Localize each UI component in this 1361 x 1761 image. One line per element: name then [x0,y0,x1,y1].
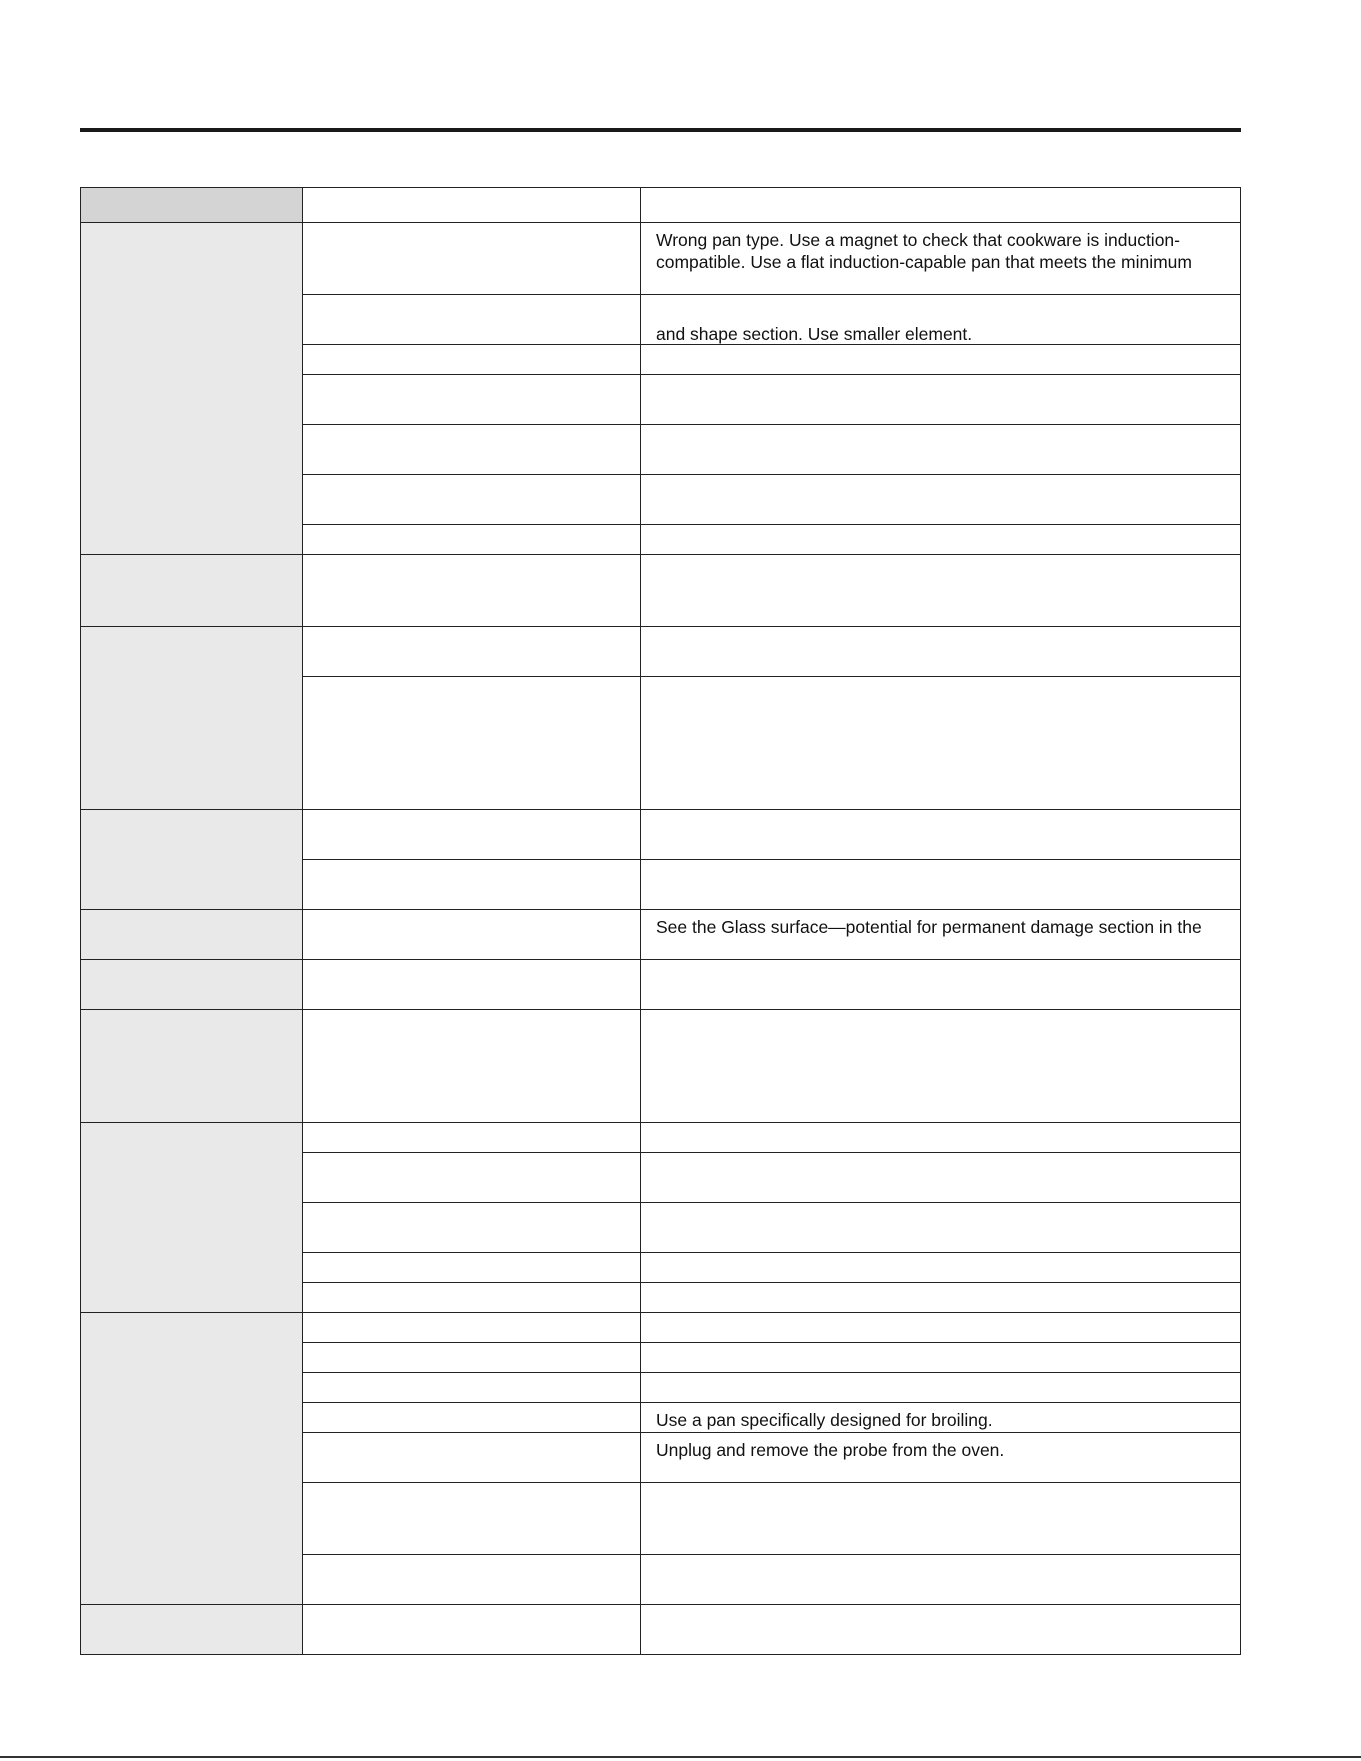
cause-cell [302,1282,641,1313]
cause-cell [302,1252,641,1283]
cause-cell [302,1604,641,1655]
cause-cell [302,374,641,425]
cause-cell [302,1152,641,1203]
solution-cell [640,524,1241,555]
cause-cell [302,222,641,295]
solution-cell [640,1604,1241,1655]
problem-cell [80,909,303,960]
solution-cell [640,1312,1241,1343]
solution-cell [640,626,1241,677]
header-problem-cell [80,187,303,223]
cause-cell [302,1202,641,1253]
solution-cell [640,424,1241,475]
cause-cell [302,554,641,627]
problem-cell [80,1312,303,1605]
problem-cell [80,1009,303,1123]
cause-cell [302,294,641,345]
cause-cell [302,859,641,910]
header-solution-cell [640,187,1241,223]
solution-cell [640,1282,1241,1313]
cause-cell [302,959,641,1010]
solution-cell: Wrong pan type. Use a magnet to check that cookware is induction- compatible. Use a flat induction-capable pan that meets the minimum [640,222,1241,295]
solution-cell [640,1554,1241,1605]
solution-cell [640,859,1241,910]
cause-cell [302,1482,641,1555]
cause-cell [302,626,641,677]
problem-cell [80,554,303,627]
problem-cell [80,959,303,1010]
cause-cell [302,1402,641,1433]
header-cause-cell [302,187,641,223]
cause-cell [302,1342,641,1373]
solution-cell [640,1152,1241,1203]
cause-cell [302,1312,641,1343]
page-bottom-rule [0,1756,1361,1758]
cause-cell [302,474,641,525]
cause-cell [302,424,641,475]
cause-cell [302,809,641,860]
cause-cell [302,1554,641,1605]
solution-cell [640,1372,1241,1403]
section-heading-rule [80,128,1241,132]
solution-cell [640,374,1241,425]
cause-cell [302,1432,641,1483]
problem-cell [80,1122,303,1313]
problem-cell [80,222,303,555]
cause-cell [302,344,641,375]
cause-cell [302,676,641,810]
solution-cell [640,1009,1241,1123]
solution-cell [640,676,1241,810]
solution-cell [640,554,1241,627]
solution-cell [640,1122,1241,1153]
cause-cell [302,1372,641,1403]
cause-cell [302,1009,641,1123]
solution-cell [640,344,1241,375]
solution-cell [640,1252,1241,1283]
problem-cell [80,1604,303,1655]
cause-cell [302,524,641,555]
solution-cell [640,809,1241,860]
solution-cell [640,1342,1241,1373]
solution-cell [640,959,1241,1010]
solution-cell [640,1482,1241,1555]
cause-cell [302,909,641,960]
solution-cell [640,474,1241,525]
cause-cell [302,1122,641,1153]
solution-cell: See the Glass surface—potential for permanent damage section in the [640,909,1241,960]
solution-cell: Unplug and remove the probe from the oven. [640,1432,1241,1483]
solution-cell: Use a pan specifically designed for broiling. [640,1402,1241,1433]
solution-cell [640,1202,1241,1253]
problem-cell [80,809,303,910]
solution-cell: and shape section. Use smaller element. [640,294,1241,345]
problem-cell [80,626,303,810]
